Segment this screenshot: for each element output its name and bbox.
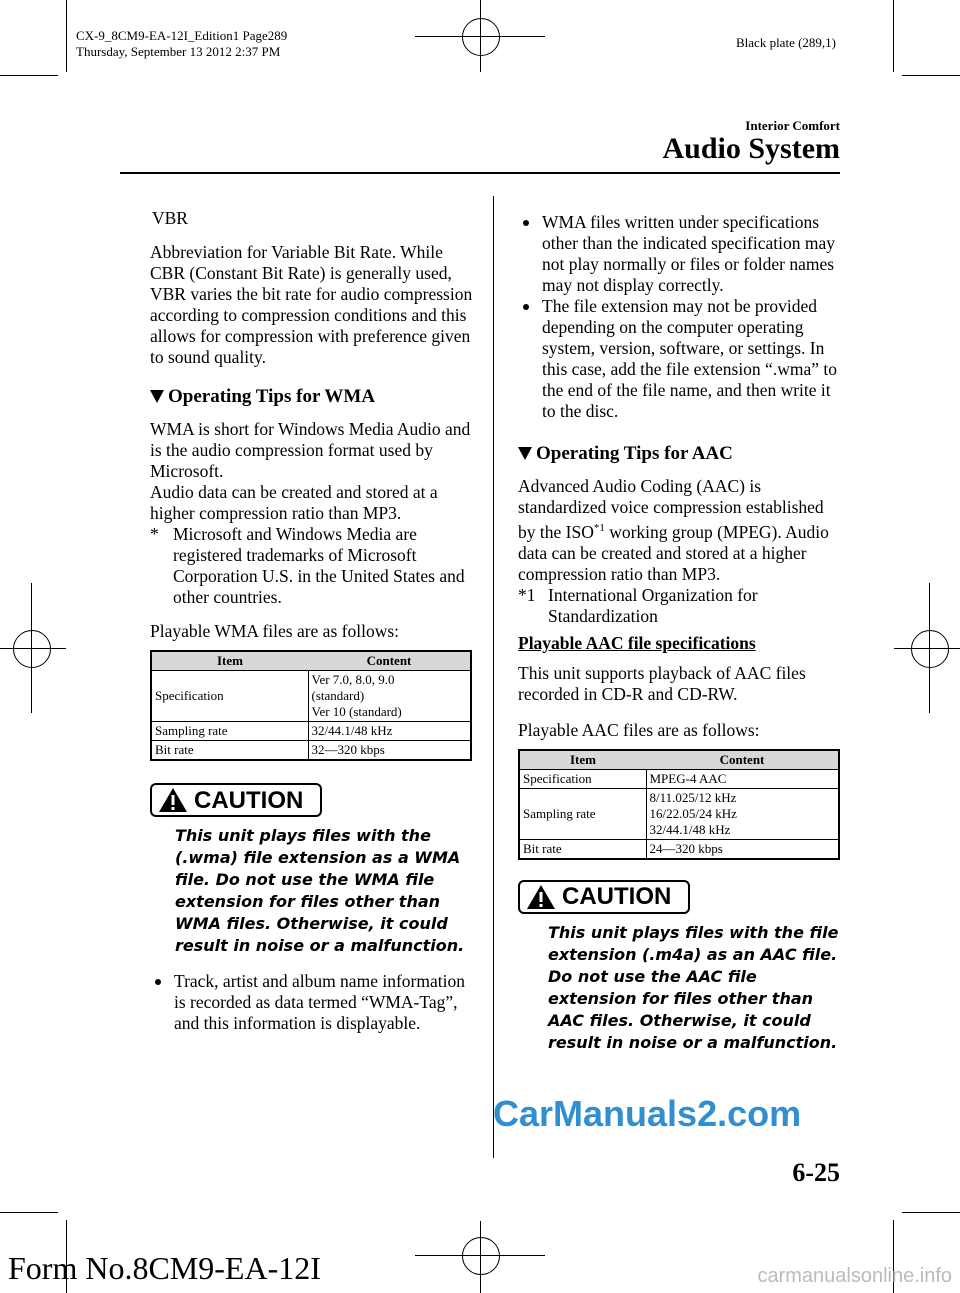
table-cell-content [308, 671, 471, 722]
table-row [151, 741, 471, 761]
aac-footnote [518, 585, 843, 627]
registration-mark [462, 1237, 500, 1275]
bullet-icon [155, 979, 161, 985]
site-watermark: carmanualsonline.info [757, 1265, 952, 1287]
registration-mark [911, 630, 949, 668]
aac-text-a: Advanced Audio Coding (AAC) is standardized voice compression established by the ISO [518, 476, 824, 542]
bullet-text: WMA files written under specifications other than the indicated specification may not play normally or files or folder names may not display correctly. [542, 212, 836, 295]
wma-table [150, 650, 472, 761]
bullet-icon [523, 304, 529, 310]
registration-mark [480, 1221, 481, 1293]
wma-heading [150, 386, 475, 407]
list-item [150, 971, 475, 1034]
print-header [76, 28, 287, 60]
page-number: 6-25 [792, 1158, 840, 1187]
aac-heading-text: Operating Tips for AAC [536, 443, 733, 464]
spec-heading: Playable AAC file specifications [518, 632, 756, 653]
registration-mark [31, 583, 32, 713]
registration-mark [13, 630, 51, 668]
footnote-marker: *1 [518, 584, 536, 605]
warning-icon [526, 884, 556, 910]
caution-text: This unit plays files with the (.wma) file extension as a WMA file. Do not use the WMA file extension for files other than WMA files. Otherwise, it could result in noise or a malfunction. [175, 826, 465, 955]
left-column [150, 208, 475, 1034]
registration-mark [462, 18, 500, 56]
table-cell-content [646, 788, 839, 839]
bullet-text: Track, artist and album name information is recorded as data termed “WMA-Tag”, and this information is displayable. [174, 971, 465, 1033]
crop-mark [0, 75, 58, 76]
footnote-marker: * [150, 524, 159, 544]
aac-heading [518, 443, 843, 464]
table-row [151, 722, 471, 741]
wma-footnote [150, 524, 475, 608]
wma-heading-text: Operating Tips for WMA [168, 386, 376, 407]
crop-mark [0, 1212, 58, 1213]
aac-text [518, 476, 843, 585]
footnote-ref: *1 [593, 522, 605, 534]
crop-mark [902, 75, 960, 76]
right-column [518, 212, 843, 1054]
table-header-cell: Content [308, 651, 471, 671]
registration-mark [0, 648, 66, 649]
registration-mark [480, 0, 481, 72]
table-header-cell: Item [151, 651, 308, 671]
caution-label: CAUTION [194, 786, 304, 814]
table-cell-item: Sampling rate [519, 788, 646, 839]
caution-label: CAUTION [562, 883, 672, 911]
column-divider [493, 196, 494, 1158]
table-cell-item: Bit rate [151, 741, 308, 761]
aac-playable-intro: Playable AAC files are as follows: [518, 719, 760, 740]
section-label: Interior Comfort [745, 118, 840, 133]
table-cell-item: Bit rate [519, 839, 646, 859]
warning-icon [158, 787, 188, 813]
plate-label: Black plate (289,1) [736, 35, 836, 50]
list-item [518, 212, 843, 296]
form-number: Form No.8CM9-EA-12I [8, 1250, 321, 1286]
table-cell-item: Sampling rate [151, 722, 308, 741]
content-line: 8/11.025/12 kHz [649, 789, 737, 805]
table-row [519, 769, 839, 788]
content-line: Ver 7.0, 8.0, 9.0 [311, 672, 395, 687]
content-line: (standard) [311, 688, 365, 703]
caution-text: This unit plays files with the file extension (.m4a) as an AAC file. Do not use the AAC file extension for files other than AAC files. Otherwise, it could result in noise or a malfunction. [548, 922, 839, 1052]
table-header-cell: Content [646, 750, 839, 770]
spec-text: This unit supports playback of AAC files recorded in CD-R and CD-RW. [518, 662, 806, 704]
registration-mark [894, 648, 960, 649]
wma-playable-intro: Playable WMA files are as follows: [150, 621, 399, 641]
section-rule [120, 172, 840, 174]
triangle-down-icon [150, 390, 164, 403]
wma-text-1: WMA is short for Windows Media Audio and is the audio compression format used by Microsoft. [150, 419, 471, 481]
footnote-text: Microsoft and Windows Media are registered trademarks of Microsoft Corporation U.S. in the United States and other countries. [173, 524, 465, 607]
bullet-icon [523, 220, 529, 226]
content-line: Ver 10 (standard) [311, 704, 402, 719]
vbr-text: Abbreviation for Variable Bit Rate. While CBR (Constant Bit Rate) is generally used, VBR varies the bit rate for audio compression according to compression conditions and this allows for compression with preference given to sound quality. [150, 242, 473, 367]
print-header-line2: Thursday, September 13 2012 2:37 PM [76, 44, 281, 59]
caution-box [150, 783, 322, 817]
table-row [519, 788, 839, 839]
print-header-line1: CX-9_8CM9-EA-12I_Edition1 Page289 [76, 28, 288, 43]
watermark: CarManuals2.com [493, 1093, 802, 1134]
registration-mark [929, 583, 930, 713]
list-item [518, 296, 843, 422]
aac-text-b: working group (MPEG). Audio data can be created and stored at a higher compression ratio than MP3. [518, 521, 829, 584]
table-cell-item: Specification [151, 671, 308, 722]
bullet-text: The file extension may not be provided depending on the computer operating system, version, software, or settings. In this case, add the file extension “.wma” to the end of the file name, and then write it to the disc. [542, 296, 837, 421]
crop-mark [893, 0, 894, 72]
table-header-row [519, 750, 839, 770]
table-row [151, 671, 471, 722]
table-cell-content: 24—320 kbps [646, 839, 839, 859]
caution-box [518, 880, 690, 914]
table-cell-content: 32/44.1/48 kHz [308, 722, 471, 741]
table-cell-content: 32—320 kbps [308, 741, 471, 761]
crop-mark [902, 1212, 960, 1213]
table-row [519, 839, 839, 859]
content-line: 16/22.05/24 kHz [649, 805, 737, 821]
table-header-cell: Item [519, 750, 646, 770]
aac-table [518, 749, 840, 860]
vbr-heading: VBR [152, 208, 188, 228]
triangle-down-icon [518, 447, 532, 460]
section-title: Audio System [662, 132, 840, 165]
table-cell-content: MPEG-4 AAC [646, 769, 839, 788]
table-header-row [151, 651, 471, 671]
footnote-text: International Organization for Standardization [548, 584, 758, 626]
content-line: 32/44.1/48 kHz [649, 821, 731, 837]
wma-text-2: Audio data can be created and stored at a higher compression ratio than MP3. [150, 482, 438, 523]
table-cell-item: Specification [519, 769, 646, 788]
crop-mark [66, 0, 67, 72]
